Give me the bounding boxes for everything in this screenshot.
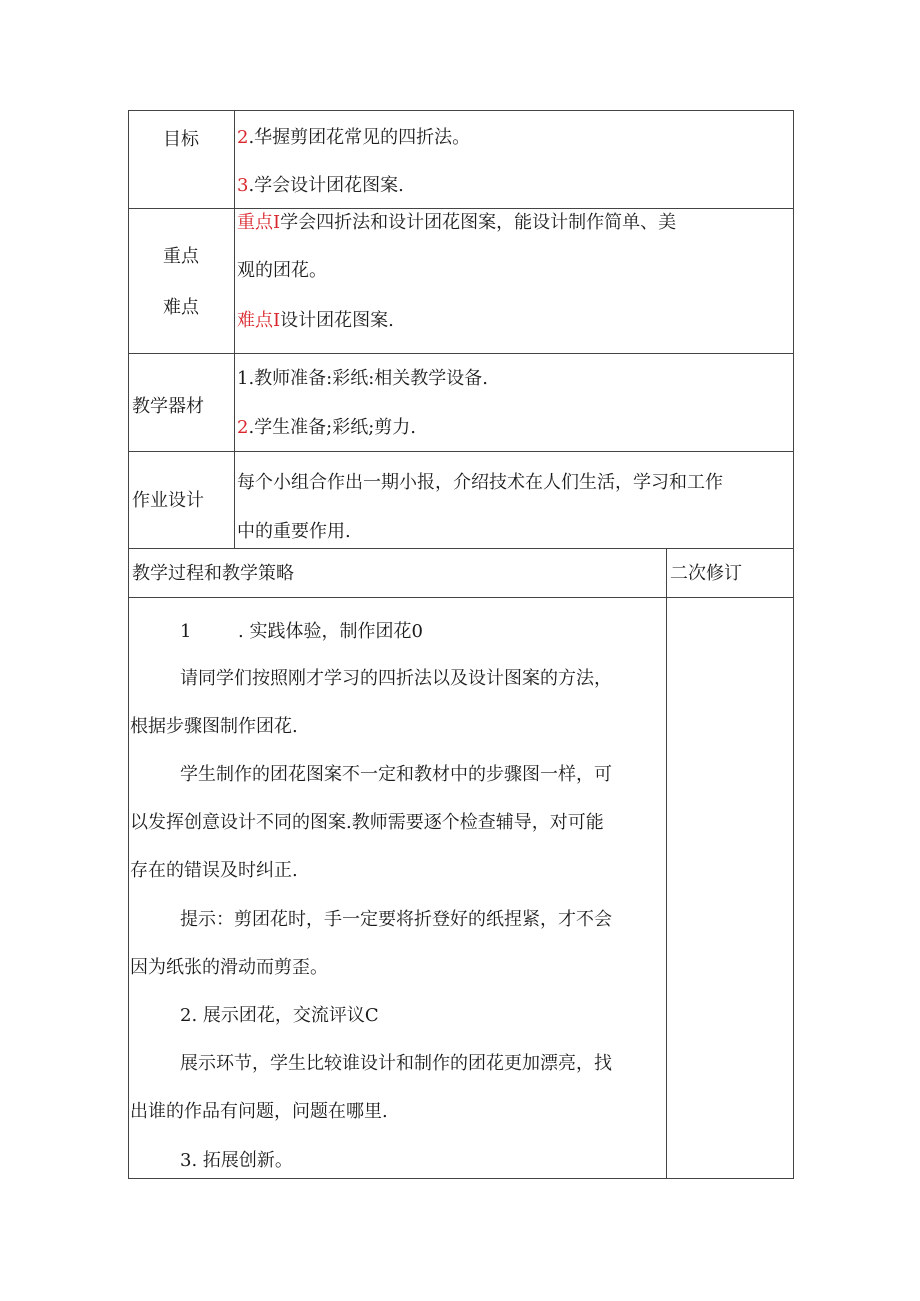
goals-label: 目标 (163, 129, 199, 150)
step-2-title: 2. 展示团花，交流评议C (180, 1005, 379, 1026)
homework-line-2: 中的重要作用. (237, 521, 351, 542)
paragraph-3-line-1: 提示：剪团花时，手一定要将折登好的纸捏紧，才不会 (180, 909, 612, 930)
paragraph-2-line-3: 存在的错误及时纠正. (130, 860, 298, 881)
goal-item-3-text: .学会设计团花图案. (248, 175, 404, 196)
paragraph-2-line-2: 以发挥创意设计不同的图案.教师需要逐个检查辅导，对可能 (130, 812, 604, 833)
key-point-tag: 重点I (237, 212, 281, 233)
paragraph-1-line-1: 请同学们按照刚才学习的四折法以及设计图案的方法， (180, 668, 612, 689)
difficulty-line (237, 309, 394, 333)
goal-item-3-number: 3 (237, 175, 249, 196)
table-border-right (793, 110, 794, 1179)
paragraph-4-line-1: 展示环节，学生比较谁设计和制作的团花更加漂亮，找 (180, 1053, 612, 1074)
key-points-label: 重点 (163, 246, 199, 267)
materials-line-2-text: .学生准备;彩纸;剪力. (248, 417, 417, 438)
materials-line-2-number: 2 (237, 417, 249, 438)
row-divider-materials (128, 451, 794, 452)
materials-label: 教学器材 (132, 396, 204, 417)
key-point-text-1: 学会四折法和设计团花图案，能设计制作简单、美 (280, 212, 677, 233)
materials-line-1: 1.教师准备:彩纸:相关教学设备. (237, 368, 489, 389)
row-divider-process-header (128, 597, 794, 598)
homework-label: 作业设计 (132, 490, 204, 511)
difficulty-text: 设计团花图案. (280, 310, 394, 331)
homework-line-1: 每个小组合作出一期小报，介绍技术在人们生活，学习和工作 (237, 472, 723, 493)
paragraph-1-line-2: 根据步骤图制作团花. (130, 716, 298, 737)
goal-item-2-text: .华握剪团花常见的四折法。 (248, 127, 471, 148)
row-divider-homework (128, 548, 794, 549)
step-3-title: 3. 拓展创新。 (180, 1150, 293, 1171)
step-1-number: 1 (180, 621, 192, 642)
table-border-bottom (128, 1178, 794, 1179)
process-header: 教学过程和教学策略 (132, 563, 294, 584)
key-point-line-1 (237, 211, 676, 235)
revision-header: 二次修订 (670, 563, 742, 584)
revision-column-divider (666, 548, 667, 1179)
key-point-line-2: 观的团花。 (237, 260, 327, 281)
step-1-title: . 实践体验，制作团花0 (238, 621, 423, 642)
difficulty-label: 难点 (163, 297, 199, 318)
paragraph-2-line-1: 学生制作的团花图案不一定和教材中的步骤图一样，可 (180, 764, 612, 785)
table-border-top (128, 110, 794, 111)
paragraph-4-line-2: 出谁的作品有问题，问题在哪里. (130, 1101, 388, 1122)
row-divider-keypoints (128, 353, 794, 354)
goal-item-2 (237, 126, 470, 150)
goal-item-3 (237, 174, 404, 198)
paragraph-3-line-2: 因为纸张的滑动而剪歪。 (130, 957, 328, 978)
difficulty-tag: 难点I (237, 310, 281, 331)
goal-item-2-number: 2 (237, 127, 249, 148)
row-divider-goals (128, 208, 794, 209)
materials-line-2 (237, 416, 416, 440)
label-column-divider (234, 110, 235, 549)
table-border-left (128, 110, 129, 1179)
